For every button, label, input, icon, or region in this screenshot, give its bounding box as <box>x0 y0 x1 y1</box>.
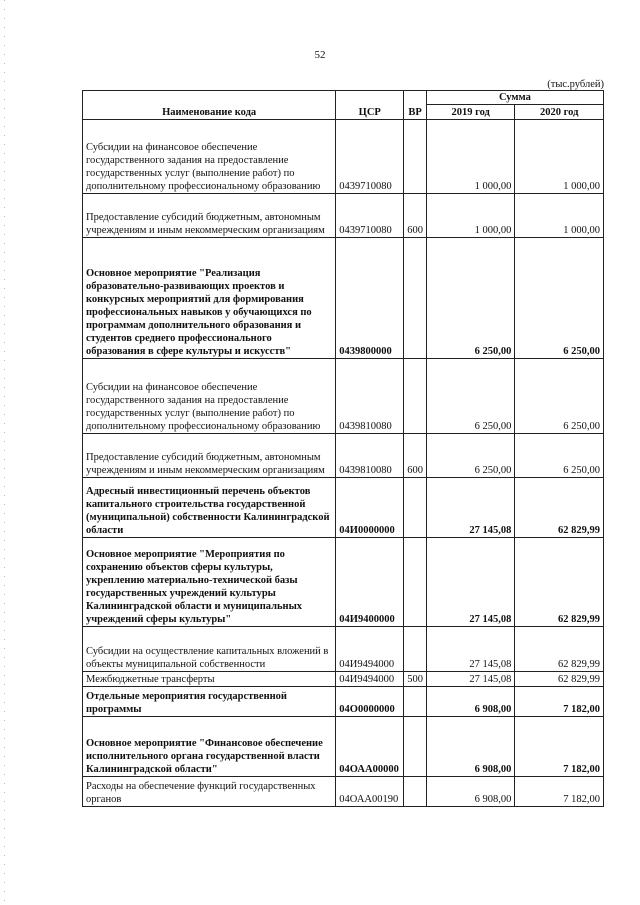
row-sum-2020: 6 250,00 <box>515 434 604 478</box>
row-sum-2020: 7 182,00 <box>515 687 604 717</box>
row-code: 04ОАА00190 <box>336 777 404 807</box>
budget-table <box>82 90 604 807</box>
table-row <box>83 777 604 807</box>
header-name: Наименование кода <box>83 91 336 120</box>
row-vr <box>404 359 427 434</box>
table-row <box>83 359 604 434</box>
row-code: 0439800000 <box>336 238 404 359</box>
header-csr: ЦСР <box>336 91 404 120</box>
row-name: Субсидии на осуществление капитальных вложений в объекты муниципальной собственности <box>83 627 336 672</box>
row-name: Отдельные мероприятия государственной программы <box>83 687 336 717</box>
header-sum: Сумма <box>426 91 603 105</box>
row-code: 0439810080 <box>336 434 404 478</box>
unit-note: (тыс.рублей) <box>547 79 604 90</box>
row-vr <box>404 478 427 538</box>
row-sum-2019: 6 908,00 <box>426 777 515 807</box>
row-name: Основное мероприятие "Финансовое обеспечение исполнительного органа государственной власти Калининградской области" <box>83 717 336 777</box>
header-vr: ВР <box>404 91 427 120</box>
page-number: 52 <box>314 49 326 61</box>
table-row <box>83 538 604 627</box>
table-row <box>83 194 604 238</box>
row-vr <box>404 777 427 807</box>
row-sum-2020: 7 182,00 <box>515 777 604 807</box>
row-vr: 600 <box>404 434 427 478</box>
table-row <box>83 238 604 359</box>
row-sum-2019: 1 000,00 <box>426 194 515 238</box>
row-sum-2019: 1 000,00 <box>426 120 515 194</box>
row-name: Межбюджетные трансферты <box>83 672 336 687</box>
table-row <box>83 120 604 194</box>
row-sum-2020: 62 829,99 <box>515 627 604 672</box>
row-name: Предоставление субсидий бюджетным, автономным учреждениям и иным некоммерческим организациям <box>83 194 336 238</box>
scan-margin-dots <box>4 0 5 905</box>
table-row <box>83 717 604 777</box>
row-code: 0439710080 <box>336 120 404 194</box>
row-name: Адресный инвестиционный перечень объектов капитального строительства государственной (муниципальной) собственности Калининградской области <box>83 478 336 538</box>
row-sum-2019: 6 908,00 <box>426 687 515 717</box>
row-name: Основное мероприятие "Мероприятия по сохранению объектов сферы культуры, укреплению материально-технической базы государственных учреждений культуры Калининградской области и муниципальных учреждений сферы культуры" <box>83 538 336 627</box>
row-name: Основное мероприятие "Реализация образовательно-развивающих проектов и конкурсных мероприятий для формирования профессиональных навыков у обучающихся по программам дополнительного образования и студентов среднего профессионального образования в сфере культуры и искусств" <box>83 238 336 359</box>
row-sum-2020: 1 000,00 <box>515 194 604 238</box>
table-row <box>83 434 604 478</box>
table-row <box>83 672 604 687</box>
table-row <box>83 687 604 717</box>
row-vr <box>404 120 427 194</box>
row-name: Расходы на обеспечение функций государственных органов <box>83 777 336 807</box>
table-row <box>83 627 604 672</box>
row-name: Предоставление субсидий бюджетным, автономным учреждениям и иным некоммерческим организациям <box>83 434 336 478</box>
row-sum-2019: 6 250,00 <box>426 359 515 434</box>
header-year-2020: 2020 год <box>515 105 604 120</box>
row-code: 0439810080 <box>336 359 404 434</box>
row-code: 04И9494000 <box>336 627 404 672</box>
row-code: 04И0000000 <box>336 478 404 538</box>
row-sum-2019: 27 145,08 <box>426 538 515 627</box>
row-code: 04О0000000 <box>336 687 404 717</box>
row-sum-2020: 1 000,00 <box>515 120 604 194</box>
row-sum-2019: 27 145,08 <box>426 672 515 687</box>
row-sum-2020: 7 182,00 <box>515 717 604 777</box>
header-year-2019: 2019 год <box>426 105 515 120</box>
row-vr <box>404 238 427 359</box>
row-sum-2019: 27 145,08 <box>426 627 515 672</box>
row-vr <box>404 687 427 717</box>
row-vr: 600 <box>404 194 427 238</box>
row-vr <box>404 627 427 672</box>
row-code: 0439710080 <box>336 194 404 238</box>
row-code: 04И9494000 <box>336 672 404 687</box>
row-vr <box>404 538 427 627</box>
row-code: 04И9400000 <box>336 538 404 627</box>
row-sum-2020: 62 829,99 <box>515 538 604 627</box>
row-vr <box>404 717 427 777</box>
table-row <box>83 478 604 538</box>
row-sum-2020: 62 829,99 <box>515 478 604 538</box>
row-code: 04ОАА00000 <box>336 717 404 777</box>
row-name: Субсидии на финансовое обеспечение государственного задания на предоставление государственных услуг (выполнение работ) по дополнительному профессиональному образованию <box>83 120 336 194</box>
row-vr: 500 <box>404 672 427 687</box>
row-sum-2019: 6 250,00 <box>426 434 515 478</box>
row-sum-2020: 6 250,00 <box>515 359 604 434</box>
row-sum-2019: 6 908,00 <box>426 717 515 777</box>
row-sum-2020: 62 829,99 <box>515 672 604 687</box>
row-sum-2019: 6 250,00 <box>426 238 515 359</box>
row-sum-2020: 6 250,00 <box>515 238 604 359</box>
row-sum-2019: 27 145,08 <box>426 478 515 538</box>
row-name: Субсидии на финансовое обеспечение государственного задания на предоставление государственных услуг (выполнение работ) по дополнительному профессиональному образованию <box>83 359 336 434</box>
